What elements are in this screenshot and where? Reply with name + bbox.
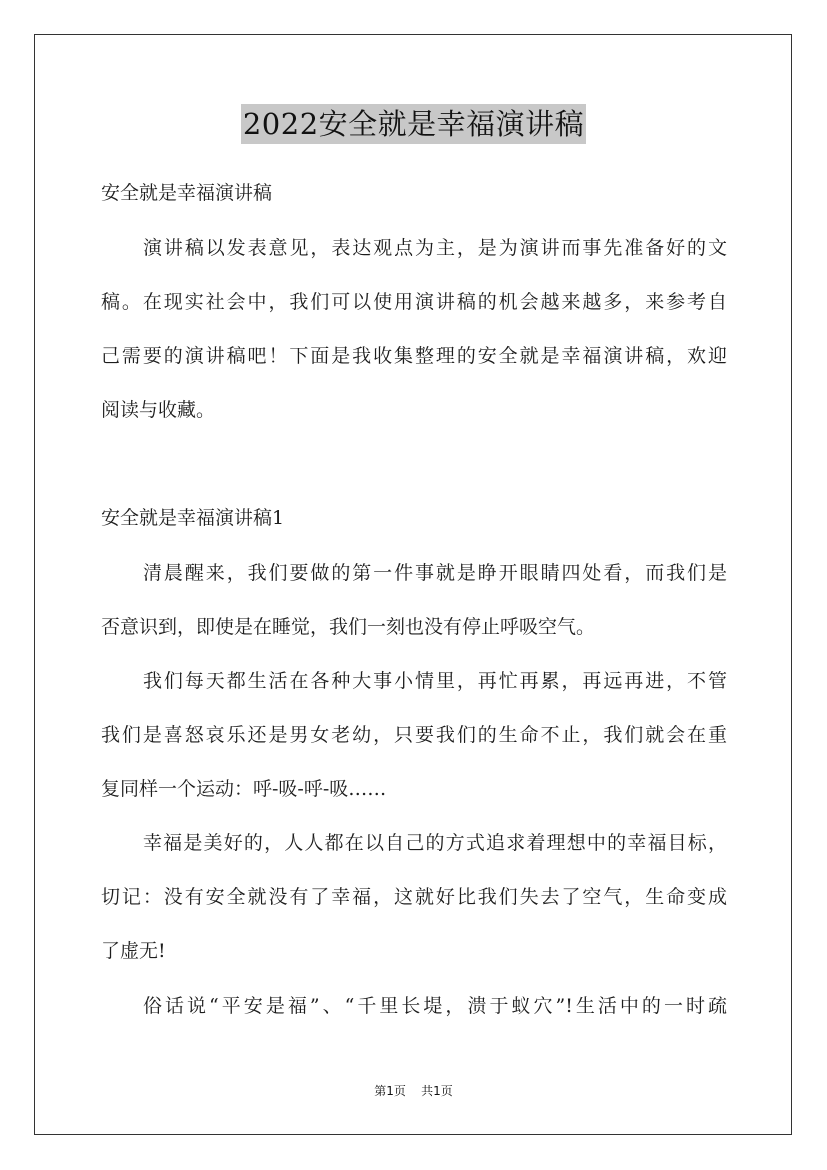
section-heading: 安全就是幸福演讲稿1 bbox=[101, 507, 285, 529]
paragraph-line: 复同样一个运动：呼-吸-呼-吸…… bbox=[101, 778, 387, 800]
page-footer bbox=[0, 1083, 827, 1099]
paragraph-line: 否意识到，即使是在睡觉，我们一刻也没有停止呼吸空气。 bbox=[101, 616, 596, 638]
paragraph-line: 阅读与收藏。 bbox=[101, 399, 216, 421]
paragraph-line: 俗话说“平安是福”、“千里长堤，溃于蚁穴”!生活中的一时疏 bbox=[143, 995, 727, 1017]
paragraph-line: 清晨醒来，我们要做的第一件事就是睁开眼睛四处看，而我们是 bbox=[143, 562, 727, 584]
document-title: 2022安全就是幸福演讲稿 bbox=[241, 104, 586, 144]
title-container bbox=[0, 104, 827, 144]
paragraph-line: 幸福是美好的，人人都在以自己的方式追求着理想中的幸福目标， bbox=[143, 832, 727, 854]
total-pages: 共1页 bbox=[421, 1084, 453, 1098]
paragraph-line: 切记：没有安全就没有了幸福，这就好比我们失去了空气，生命变成 bbox=[101, 886, 727, 908]
paragraph-line: 了虚无! bbox=[101, 940, 166, 962]
paragraph-line: 演讲稿以发表意见，表达观点为主，是为演讲而事先准备好的文 bbox=[143, 237, 727, 259]
section-heading: 安全就是幸福演讲稿 bbox=[101, 182, 273, 204]
paragraph-line: 己需要的演讲稿吧！下面是我收集整理的安全就是幸福演讲稿，欢迎 bbox=[101, 345, 727, 367]
paragraph-line: 我们是喜怒哀乐还是男女老幼，只要我们的生命不止，我们就会在重 bbox=[101, 724, 727, 746]
paragraph-line: 我们每天都生活在各种大事小情里，再忙再累，再远再进，不管 bbox=[143, 670, 727, 692]
paragraph-line: 稿。在现实社会中，我们可以使用演讲稿的机会越来越多，来参考自 bbox=[101, 291, 727, 313]
page-number: 第1页 bbox=[374, 1084, 406, 1098]
